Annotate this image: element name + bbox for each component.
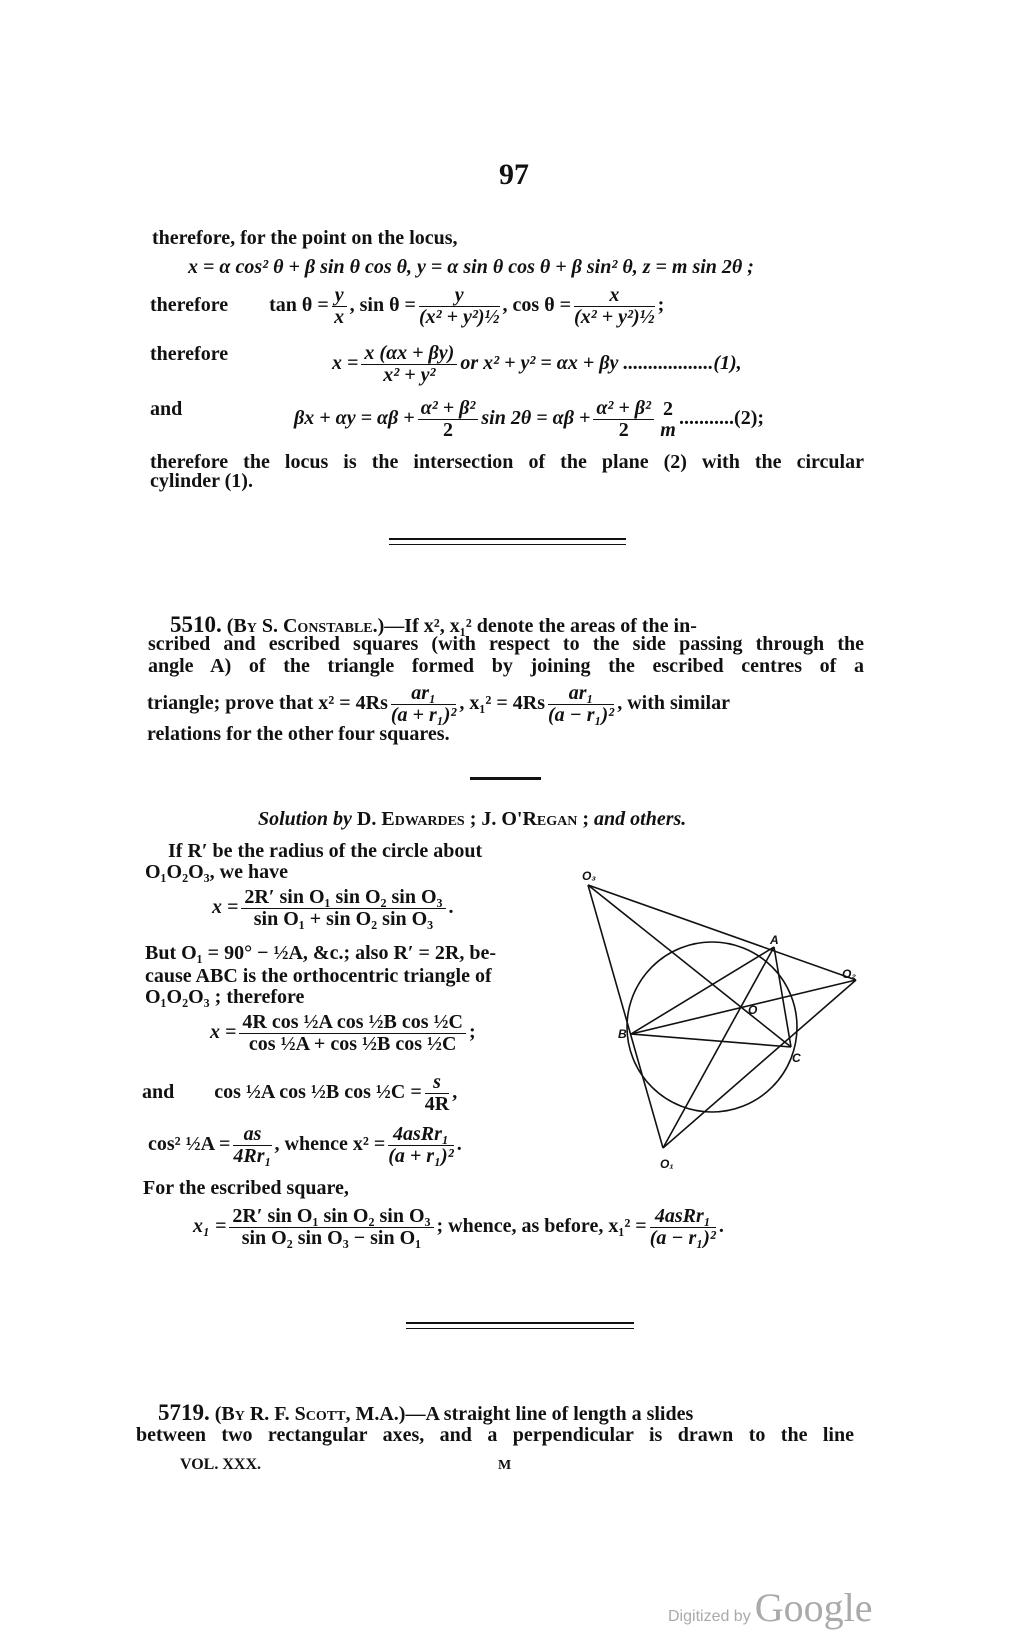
side-b-c	[631, 1034, 791, 1047]
equation: x₁ = $\frac{\text{2R′ sin O₁ sin O₂ sin O₃}}{\text{sin O₂ sin O₃ − sin O₁}}$ ; whence, as before, x₁² = $\frac{\text{4asRr₁}}{\text{(a − r₁)²}}$ .	[193, 1205, 724, 1249]
google-watermark: Digitized by Google	[668, 1585, 873, 1630]
label-o1: O₁	[660, 1157, 674, 1171]
label-c: C	[792, 1051, 801, 1065]
text-line: If R′ be the radius of the circle about	[168, 840, 483, 862]
line-o1-a	[663, 947, 774, 1148]
equation: and cos ½A cos ½B cos ½C = $\frac{s}{4R}$ ,	[142, 1071, 458, 1115]
side-o3-o2	[588, 885, 856, 980]
text-line: O₁O₂O₃ ; therefore	[145, 986, 305, 1008]
text-line: triangle; prove that x² = 4Rs $\frac{\text{ar₁}}{\text{(a + r₁)²}}$ , x₁² = 4Rs $\frac{\text{ar₁}}{\text{(a − r₁)²}}$ , with similar	[147, 682, 730, 726]
text-line: cylinder (1).	[150, 470, 253, 492]
divider	[406, 1328, 634, 1329]
problem-5510-line: 5510. (By S. Constable.)—If x², x₁² denote the areas of the in-	[170, 612, 697, 637]
text-line: between two rectangular axes, and a perpendicular is drawn to the line	[136, 1424, 854, 1446]
text-line: For the escribed square,	[143, 1177, 349, 1199]
equation: cos² ½A = $\frac{as}{\text{4Rr₁}}$ , whence x² = $\frac{\text{4asRr₁}}{\text{(a + r₁)²}}$ .	[148, 1123, 462, 1167]
line-o2-b	[631, 980, 856, 1034]
text-line: O₁O₂O₃, we have	[145, 861, 288, 883]
equation: x = $\frac{\text{4R cos ½A cos ½B cos ½C}}{\text{cos ½A + cos ½B cos ½C}}$ ;	[210, 1011, 476, 1055]
label-o: O	[748, 1003, 758, 1017]
divider	[406, 1322, 634, 1324]
label-o2: O₂	[842, 967, 856, 981]
circumcircle	[627, 942, 797, 1112]
solution-header: Solution by D. Edwardes ; J. O'Regan ; and others.	[258, 808, 687, 830]
equation: βx + αy = αβ + $\frac{\text{α² + β²}}{2}$ sin 2θ = αβ + $\frac{\text{α² + β²}}{2}$ 2 m ...........(2);	[294, 397, 765, 441]
footer-volume: VOL. XXX.	[180, 1456, 262, 1473]
page-number: 97	[499, 158, 529, 191]
text-line: therefore x = $\frac{x (\alpha x + \beta y)}{\text{x² + y²}}$ or x² + y² = αx + βy ..................(1),	[150, 342, 742, 386]
text-line: therefore the locus is the intersection of the plane (2) with the circular	[150, 451, 864, 473]
text-line: relations for the other four squares.	[147, 723, 450, 745]
text-line: scribed and escribed squares (with respect to the side passing through the	[148, 633, 864, 655]
text-line: But O₁ = 90° − ½A, &c.; also R′ = 2R, be-	[145, 942, 497, 964]
problem-5719-line: 5719. (By R. F. Scott, M.A.)—A straight line of length a slides	[158, 1400, 694, 1425]
equation: x = $\frac{\text{2R′ sin O₁ sin O₂ sin O₃}}{\text{sin O₁ + sin O₂ sin O₃}}$ .	[212, 886, 454, 930]
label: therefore	[150, 294, 229, 317]
equation: x = $\frac{x (\alpha x + \beta y)}{\text{x² + y²}}$ or x² + y² = αx + βy ..................(1),	[332, 342, 742, 386]
label-b: B	[618, 1027, 627, 1041]
side-o3-o1	[588, 885, 663, 1148]
footer-signature: M	[498, 1458, 512, 1473]
side-o1-o2	[663, 980, 856, 1148]
text-line: cause ABC is the orthocentric triangle of	[145, 965, 492, 987]
text-line: and βx + αy = αβ + $\frac{\text{α² + β²}}{2}$ sin 2θ = αβ + $\frac{\text{α² + β²}}{2}$ 2 m ...........(2);	[150, 397, 765, 441]
line-o3-c	[588, 885, 791, 1047]
side-a-b	[631, 947, 774, 1034]
label-o3: O₃	[582, 869, 596, 883]
equation: x = α cos² θ + β sin θ cos θ, y = α sin θ cos θ + β sin² θ, z = m sin 2θ ;	[188, 256, 754, 278]
equation: tan θ = $\frac{y}{x}$ , sin θ = $\frac{y}{\text{(x² + y²)½}}$ , cos θ = $\frac{x}{\text{(x² + y²)½}}$ ;	[269, 284, 665, 328]
text-line: angle A) of the triangle formed by joining the escribed centres of a	[148, 655, 864, 677]
text-line: therefore, for the point on the locus,	[152, 227, 458, 249]
label-a: A	[770, 933, 779, 947]
